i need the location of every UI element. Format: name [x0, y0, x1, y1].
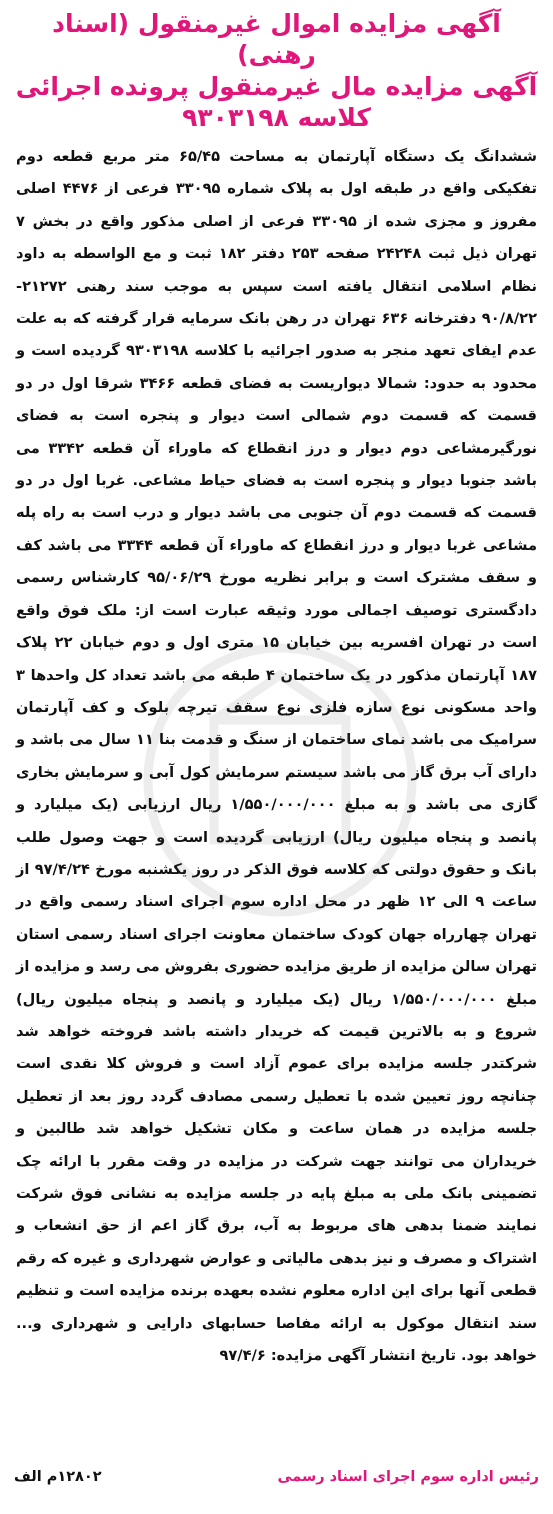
signer-title: رئیس اداره سوم اجرای اسناد رسمی [277, 1469, 539, 1485]
notice-title-line-2: آگهی مزایده مال غیرمنقول پرونده اجرائی [15, 71, 538, 101]
notice-body: ششدانگ یک دستگاه آپارتمان به مساحت ۶۵/۴۵ متر مربع قطعه دوم تفکیکی واقع در طبقه اول به پلاک شماره ۳۳۰۹۵ فرعی از ۴۴۷۶ اصلی مفروز و مجزی شده از ۳۳۰۹۵ فرعی از اصلی مذکور واقع در بخش ۷ تهران ذیل ثبت ۲۴۲۴۸ صفحه ۲۵۳ دفتر ۱۸۲ ثبت و مع الواسطه به داود نظام اسلامی انتقال یافته است سپس به موجب سند رهنی ۲۱۲۷۲- ۹۰/۸/۲۲ دفترخانه ۶۳۶ تهران در رهن بانک سرمایه قرار گرفته که به علت عدم ایفای تعهد منجر به صدور اجرائیه با کلاسه ۹۳۰۳۱۹۸ گردیده است و محدود به حدود: شمالا دیواریست به فضای قطعه ۳۴۶۶ شرقا اول در دو قسمت که قسمت دوم شمالی است دیوار و پنجره است به فضای نورگیرمشاعی دوم دیوار و درز انقطاع که ماوراء آن قطعه ۳۳۴۲ می باشد جنوبا دیوار و پنجره است به فضای حیاط مشاعی. غربا اول در دو قسمت که قسمت دوم آن جنوبی می باشد دیوار و درب است به راه پله مشاعی غربا دیوار و درز انقطاع که ماوراء آن قطعه ۳۳۴۴ می باشد کف و سقف مشترک است و برابر نظریه مورخ ۹۵/۰۶/۲۹ کارشناس رسمی دادگستری توصیف اجمالی مورد وثیقه عبارت است از: ملک فوق واقع است در تهران افسریه بین خیابان ۱۵ متری اول و دوم خیابان ۲۲ پلاک ۱۸۷ آپارتمان مذکور در یک ساختمان ۴ طبقه می باشد تعداد کل واحدها ۳ واحد مسکونی نوع سازه فلزی نوع سقف تیرچه بلوک و کف آپارتمان سرامیک می باشد نمای ساختمان از سنگ و قدمت بنا ۱۱ سال می باشد و دارای آب برق گاز می باشد سیستم سرمایش کول آبی و سرمایش بخاری گازی می باشد و به مبلغ ۱/۵۵۰/۰۰۰/۰۰۰ ریال ارزیابی (یک میلیارد و پانصد و پنجاه میلیون ریال) ارزیابی گردیده است و جهت وصول طلب بانک و حقوق دولتی که کلاسه فوق الذکر در روز یکشنبه مورخ ۹۷/۴/۲۴ از ساعت ۹ الی ۱۲ ظهر در محل اداره سوم اجرای اسناد رسمی واقع در تهران چهارراه جهان کودک ساختمان معاونت اجرای اسناد رسمی استان تهران سالن مزایده از طریق مزایده حضوری بفروش می رسد و مزایده از مبلغ ۱/۵۵۰/۰۰۰/۰۰۰ ریال (یک میلیارد و پانصد و پنجاه میلیون ریال) شروع و به بالاترین قیمت که خریدار داشته باشد فروخته خواهد شد شرکتدر جلسه مزایده برای عموم آزاد است و فروش کلا نقدی است چنانچه روز تعیین شده با تعطیل رسمی مصادف گردد روز بعد از تعطیل جلسه مزایده در همان ساعت و مکان تشکیل خواهد شد طالبین و خریداران می توانند جهت شرکت در مزایده در وقت مقرر با ارائه چک تضمینی بانک ملی به مبلغ پایه در جلسه مزایده به نشانی فوق شرکت نمایند ضمنا بدهی های مربوط به آب، برق گاز اعم از حق انشعاب و اشتراک و مصرف و نیز بدهی مالیاتی و عوارض شهرداری و غیره که رقم قطعی آنها برای این اداره معلوم نشده بعهده برنده مزایده است و تنظیم سند انتقال موکول به ارائه مفاصا حسابهای دارایی و شهرداری و... خواهد بود. تاریخ انتشار آگهی مزایده: ۹۷/۴/۶ [16, 148, 538, 1365]
notice-footer [14, 1462, 539, 1492]
notice-title-line-1: آگهی مزایده اموال غیرمنقول (اسناد رهنی) [52, 9, 501, 70]
case-number-title: کلاسه ۹۳۰۳۱۹۸ [182, 102, 371, 132]
notice-code: ۱۲۸۰۲م الف [14, 1469, 102, 1485]
